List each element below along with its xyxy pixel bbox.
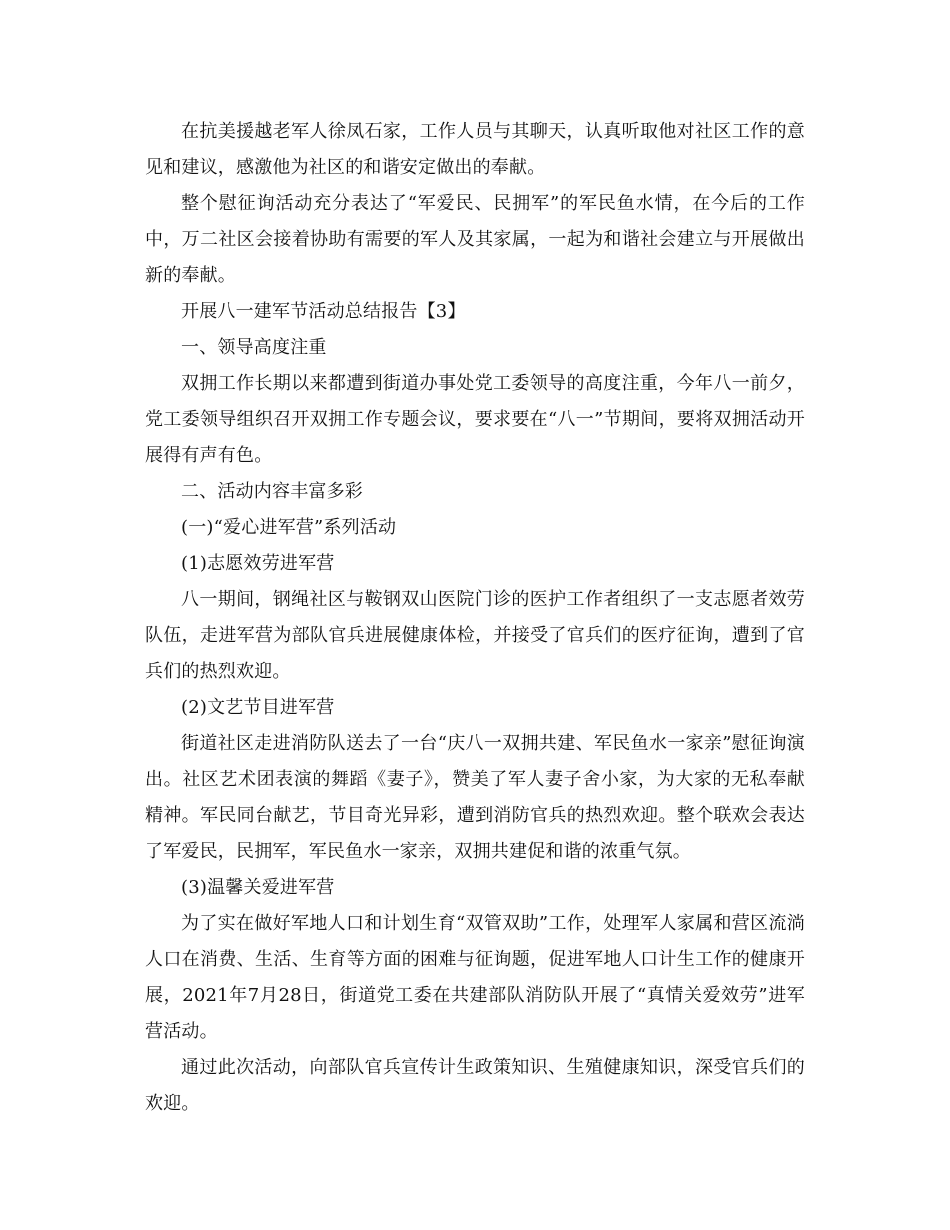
section-heading: 开展八一建军节活动总结报告【3】 — [181, 301, 466, 322]
section-heading: 二、活动内容丰富多彩 — [181, 481, 363, 502]
paragraph: 为了实在做好军地人口和计划生育“双管双助”工作，处理军人家属和营区流淌人口在消费、生活、生育等方面的困难与征询题，促进军地人口计生工作的健康开展，2021年7月28日，街道党工委在共建部队消防队开展了“真情关爱效劳”进军营活动。 — [145, 913, 805, 1042]
subsection-heading: (3)温馨关爱进军营 — [181, 877, 335, 898]
paragraph: 双拥工作长期以来都遭到街道办事处党工委领导的高度注重，今年八一前夕，党工委领导组织召开双拥工作专题会议，要求要在“八一”节期间，要将双拥活动开展得有声有色。 — [145, 373, 805, 466]
paragraph: 整个慰征询活动充分表达了“军爱民、民拥军”的军民鱼水情，在今后的工作中，万二社区会接着协助有需要的军人及其家属，一起为和谐社会建立与开展做出新的奉献。 — [145, 193, 805, 286]
paragraph: 八一期间，钢绳社区与鞍钢双山医院门诊的医护工作者组织了一支志愿者效劳队伍，走进军营为部队官兵进展健康体检，并接受了官兵们的医疗征询，遭到了官兵们的热烈欢迎。 — [145, 589, 805, 682]
document-body — [145, 114, 805, 1122]
paragraph: 在抗美援越老军人徐凤石家，工作人员与其聊天，认真听取他对社区工作的意见和建议，感激他为社区的和谐安定做出的奉献。 — [145, 121, 805, 178]
paragraph: 街道社区走进消防队送去了一台“庆八一双拥共建、军民鱼水一家亲”慰征询演出。社区艺术团表演的舞蹈《妻子》，赞美了军人妻子舍小家，为大家的无私奉献精神。军民同台献艺，节目奇光异彩，遭到消防官兵的热烈欢迎。整个联欢会表达了军爱民，民拥军，军民鱼水一家亲，双拥共建促和谐的浓重气氛。 — [145, 733, 805, 862]
subsection-heading: (1)志愿效劳进军营 — [181, 553, 335, 574]
subsection-heading: (一)“爱心进军营”系列活动 — [181, 517, 397, 538]
paragraph: 通过此次活动，向部队官兵宣传计生政策知识、生殖健康知识，深受官兵们的欢迎。 — [145, 1057, 805, 1114]
subsection-heading: (2)文艺节目进军营 — [181, 697, 335, 718]
section-heading: 一、领导高度注重 — [181, 337, 327, 358]
